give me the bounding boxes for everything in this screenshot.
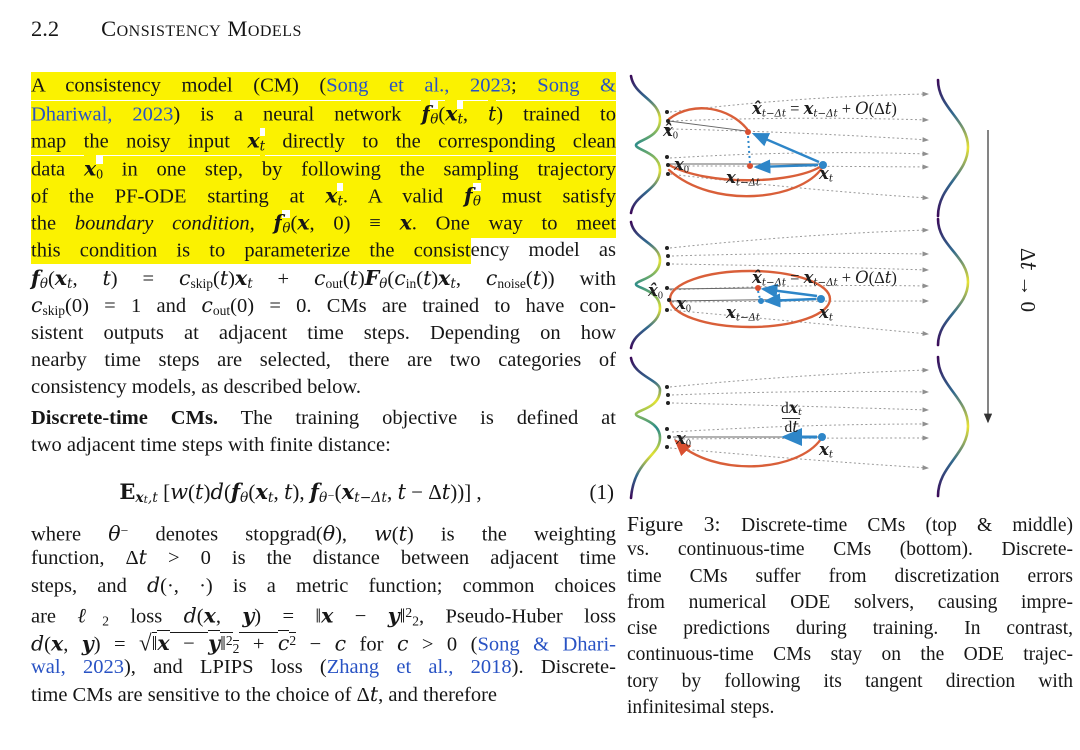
text-line: where θ− denotes stopgrad(θ), w(t) is the weighting bbox=[31, 521, 616, 546]
citation-link[interactable]: Dhariwal, 2023 bbox=[31, 101, 173, 128]
label-dt-to-zero: Δt → 0 bbox=[1016, 248, 1040, 312]
label-x0-hat-top: $x̂_0$ bbox=[663, 121, 678, 142]
figure3-caption bbox=[627, 511, 1073, 721]
text-line: $c_{skip}(0) = 1$ and $c_{out}(0) = 0$. CMs are trained to have con- bbox=[31, 293, 616, 319]
label-x0-hat-mid: $x̂_0$ bbox=[648, 281, 663, 302]
text-line: time CMs suffer from discretization errors bbox=[627, 565, 1073, 587]
citation-link[interactable]: Song & Dhari- bbox=[477, 633, 617, 656]
text-line: Discrete-time CMs. The training objective is defined at bbox=[31, 407, 616, 429]
text-line: d(x, y) = √‖x − y‖$^2_2$ + $c^2 - c$ for c > 0 (Song & Dhari- bbox=[31, 630, 617, 657]
label-xt-bottom: $x_t$ bbox=[819, 440, 833, 461]
label-error-equation-top: $x̂_{t-\Delta t} = x_{t-\Delta t} + O(\Delta t)$ bbox=[752, 99, 897, 120]
text-line: tory by following its tangent direction with bbox=[627, 670, 1073, 692]
label-tangent-derivative bbox=[781, 400, 802, 436]
citation-link[interactable]: Zhang et al., 2018 bbox=[326, 655, 512, 678]
text-line: $f_\theta(x_t$, $t) = c_{skip}(t)x_t + c_{out}(t)F_\theta(c_{in}(t)x_t$, $c_{noise}(t)$) with bbox=[31, 265, 617, 292]
text-line: steps, and d(·, ·) is a metric function; common choices bbox=[31, 572, 616, 597]
citation-link[interactable]: Song et al., 2023 bbox=[326, 72, 511, 99]
text-line: from numerical ODE solvers, causing impre- bbox=[627, 591, 1073, 613]
text-line: function, Δt > 0 is the distance between adjacent time bbox=[31, 545, 616, 570]
text-line: infinitesimal steps. bbox=[627, 697, 775, 719]
label-x0-top: $x_0$ bbox=[674, 155, 689, 176]
text-line: Dhariwal, 2023) is a neural network $f_\theta(x_t$, t) trained to bbox=[31, 100, 616, 127]
text-line: wal, 2023), and LPIPS loss (Zhang et al., 2018). Discrete- bbox=[31, 655, 616, 678]
paragraph-discrete-cms bbox=[31, 405, 616, 460]
text-line: are ℓ$_2$ loss d(x, y) = ‖x − y‖$^2_2$, Pseudo-Huber loss bbox=[31, 603, 617, 629]
text-line: Figure 3: Discrete-time CMs (top & middle) bbox=[627, 512, 1073, 536]
text-line: this condition is to parameterize the consistency model as bbox=[31, 237, 616, 264]
section-number: 2.2 bbox=[31, 16, 60, 41]
equation-body: $E_{xt,t}$ [$w(t)d(f_\theta(x_t$, t), $f_{\theta^-}(x_{t-\Delta t}$, t − Δt))] , bbox=[119, 479, 482, 507]
text-line: time CMs are sensitive to the choice of Δt, and therefore bbox=[31, 682, 498, 707]
label-x0-bottom: $x_0$ bbox=[676, 429, 691, 450]
text-line: vs. continuous-time CMs (bottom). Discrete- bbox=[627, 539, 1073, 561]
noise-distribution-curves bbox=[938, 80, 968, 496]
label-xt-mid: $x_t$ bbox=[819, 303, 833, 324]
text-line: cise predictions during training. In contrast, bbox=[627, 618, 1073, 640]
label-xt-minus-dt-top: $x_{t-\Delta t}$ bbox=[726, 168, 760, 189]
text-line: the boundary condition, $f_\theta(x$, 0) ≡ x. One way to meet bbox=[31, 210, 616, 237]
equation-1 bbox=[31, 474, 616, 510]
equation-number: (1) bbox=[589, 480, 614, 504]
text-line: map the noisy input $x_t$ directly to the corresponding clean bbox=[31, 128, 616, 155]
derivative-denominator: dt bbox=[784, 418, 799, 437]
text-line: two adjacent time steps with finite distance: bbox=[31, 434, 391, 457]
paragraph-highlighted bbox=[31, 73, 616, 402]
section-title: Consistency Models bbox=[101, 16, 302, 41]
text-line: data $x_0$ in one step, by following the sampling trajectory bbox=[31, 155, 616, 182]
label-xt-top: $x_t$ bbox=[819, 164, 833, 185]
text-line: of the PF-ODE starting at $x_t$. A valid $f_\theta$ must satisfy bbox=[31, 183, 616, 210]
label-x0-mid: $x_0$ bbox=[676, 294, 691, 315]
section-heading bbox=[31, 16, 302, 42]
citation-link[interactable]: Song & bbox=[537, 72, 616, 99]
citation-link[interactable]: wal, 2023 bbox=[31, 655, 124, 678]
text-line: sistent outputs at adjacent time steps. Depending on how bbox=[31, 321, 616, 344]
text-line: consistency models, as described below. bbox=[31, 376, 362, 399]
derivative-numerator: $dx_t$ bbox=[781, 398, 802, 419]
text-line: nearby time steps are selected, there are two categories of bbox=[31, 348, 616, 371]
paragraph-losses bbox=[31, 517, 616, 709]
label-error-equation-mid: $x̂_{t-\Delta t} = x_{t-\Delta t} + O(\Delta t)$ bbox=[752, 268, 897, 289]
text-line: continuous-time CMs stay on the ODE trajec- bbox=[627, 644, 1073, 666]
text-line: A consistency model (CM) (Song et al., 2023; Song & bbox=[31, 73, 616, 100]
label-xt-minus-dt-mid: $x_{t-\Delta t}$ bbox=[726, 303, 760, 324]
